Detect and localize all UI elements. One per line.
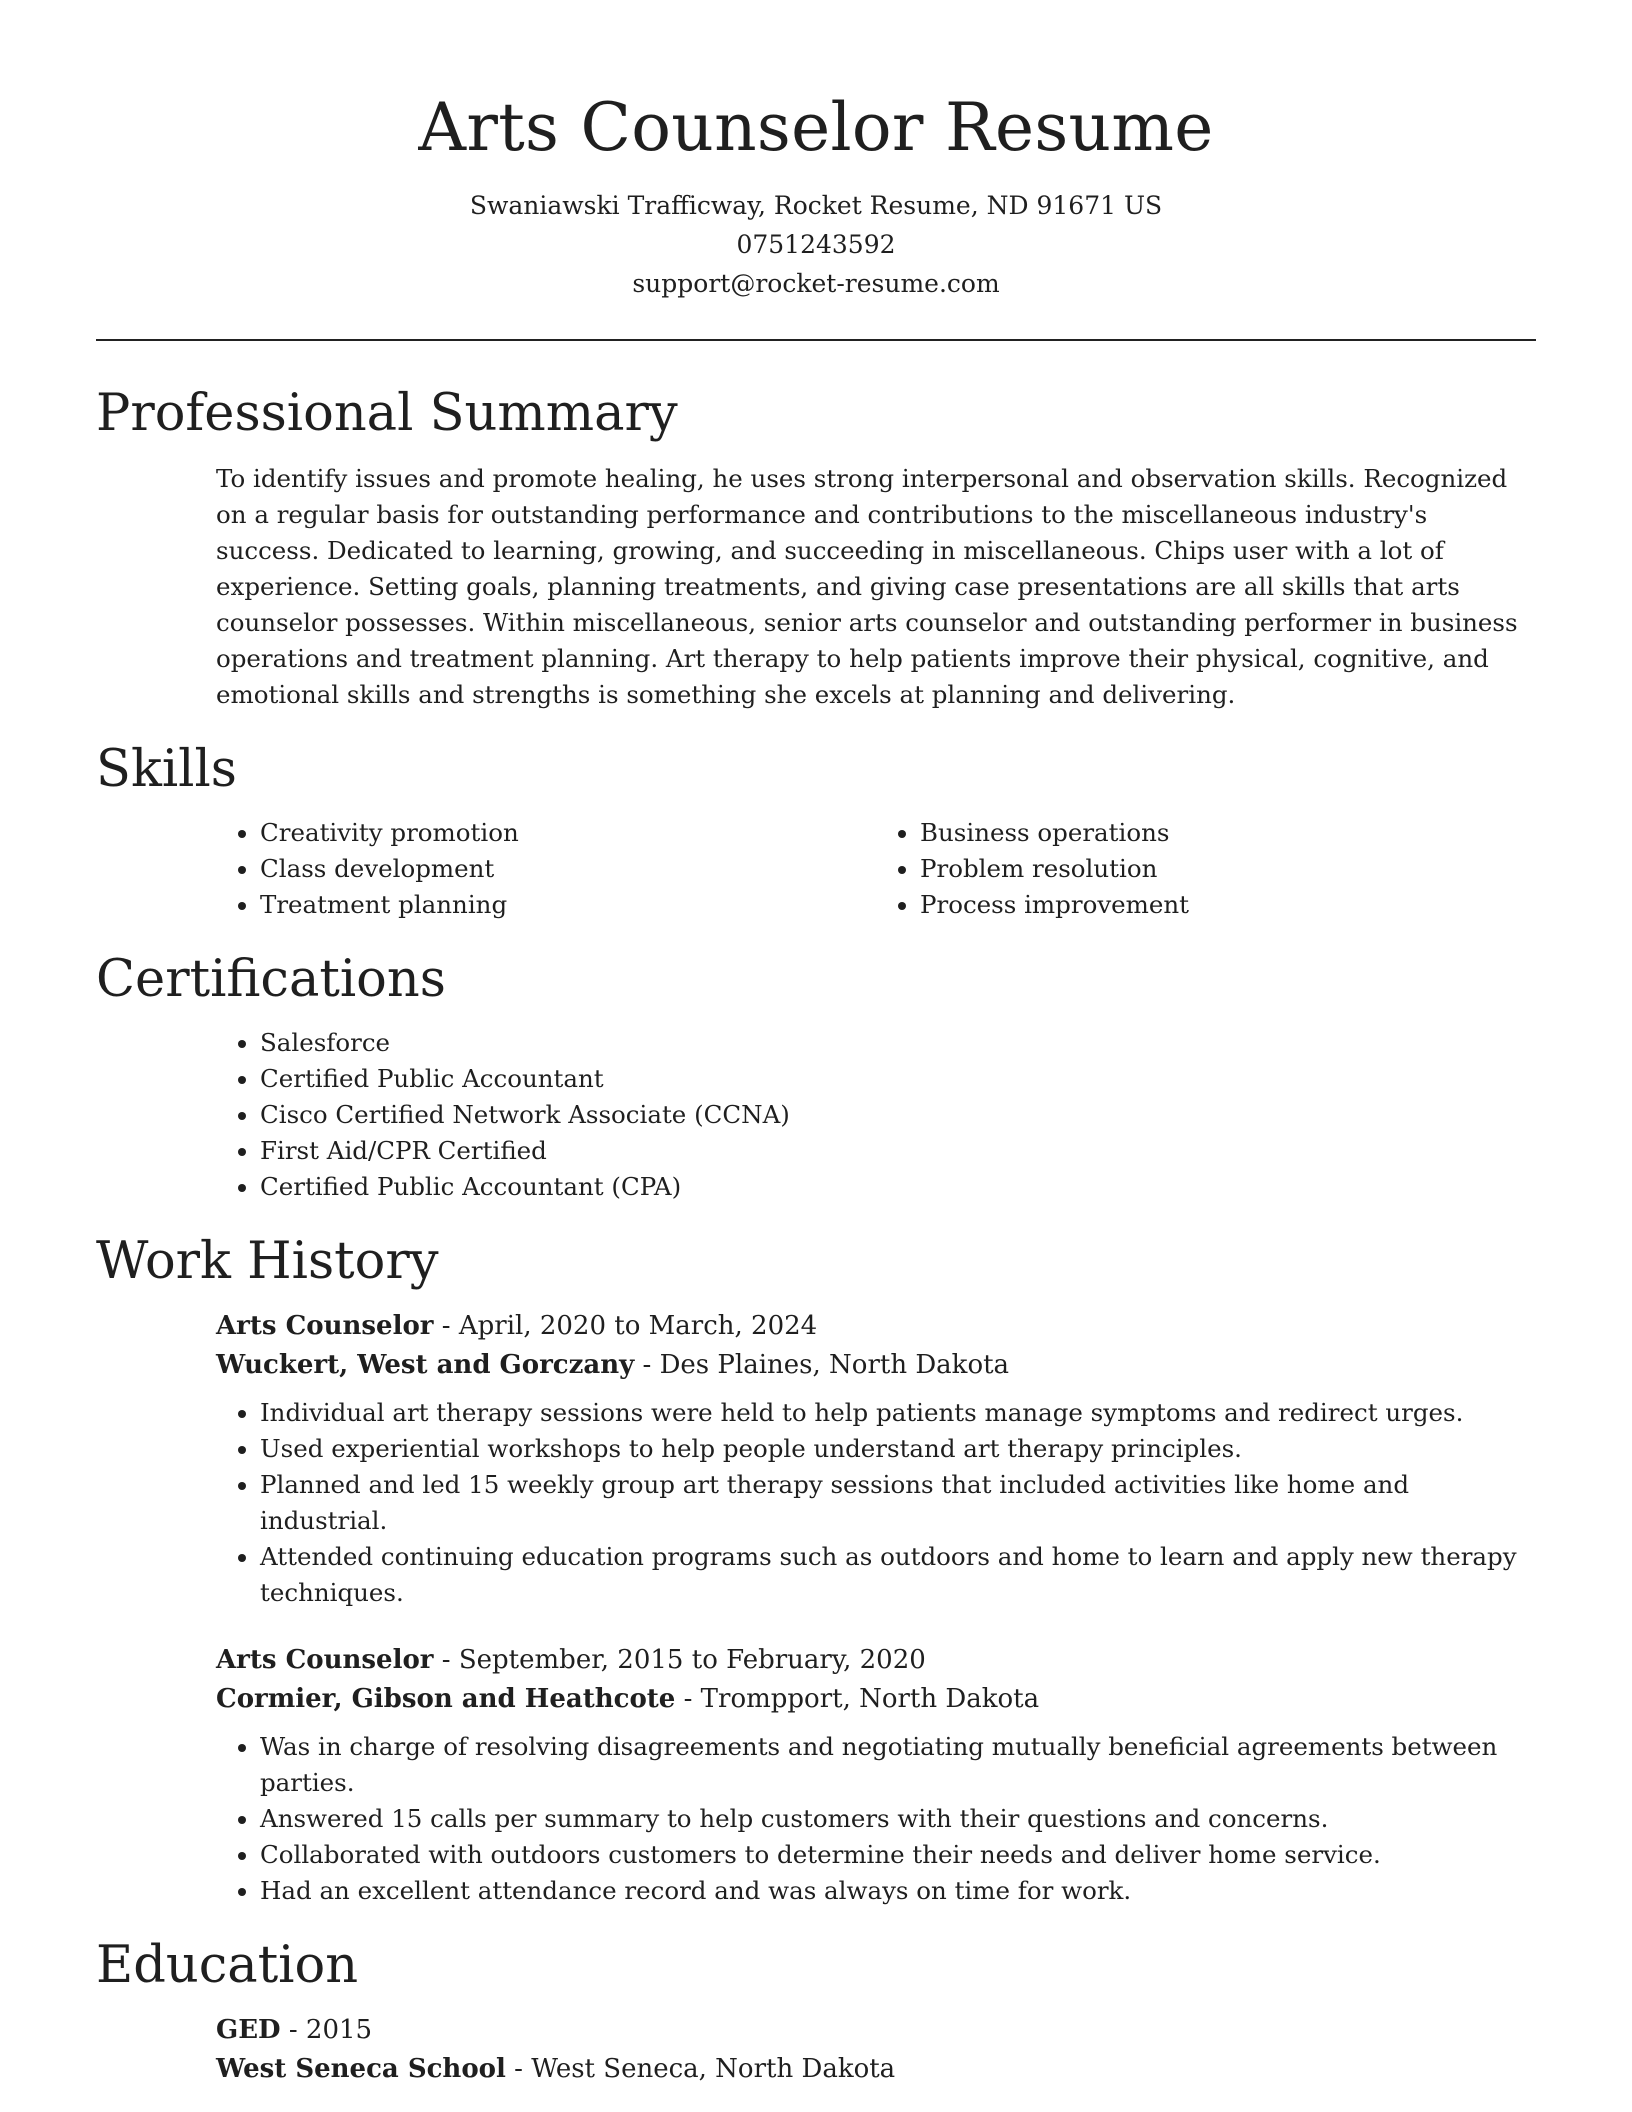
job-company-line (216, 1680, 1536, 1719)
job-entry (216, 1307, 1536, 1611)
resume-header (96, 0, 1536, 303)
skill-item: • Treatment planning (260, 887, 876, 923)
work-history-heading: Work History (96, 1232, 439, 1291)
separator: - (634, 1350, 660, 1380)
separator: - (280, 2015, 306, 2045)
job-bullets (216, 1395, 1536, 1611)
job-bullet: • Individual art therapy sessions were held to help patients manage symptoms and redirect urges. (260, 1395, 1536, 1431)
certification-item: • Salesforce (260, 1025, 1536, 1061)
job-company-line (216, 1346, 1536, 1385)
summary-text: To identify issues and promote healing, he uses strong interpersonal and observation skills. Recognized on a regular basis for outstanding performance and contributions to the miscellaneous industry's success. Dedicated to learning, growing, and succeeding in miscellaneous. Chips user with a lot of experience. Setting goals, planning treatments, and giving case presentations are all skills that arts counselor possesses. Within miscellaneous, senior arts counselor and outstanding performer in business operations and treatment planning. Art therapy to help patients improve their physical, cognitive, and emotional skills and strengths is something she excels at planning and delivering. (216, 464, 1518, 709)
job-location: Des Plaines, North Dakota (659, 1350, 1010, 1380)
job-title: Arts Counselor (216, 1645, 434, 1675)
certification-item: • First Aid/CPR Certified (260, 1133, 1536, 1169)
job-bullet: • Answered 15 calls per summary to help customers with their questions and concerns. (260, 1801, 1536, 1837)
certifications-heading: Certifications (96, 950, 446, 1009)
education-location: West Seneca, North Dakota (531, 2054, 896, 2084)
separator: - (433, 1645, 459, 1675)
certification-item: • Certified Public Accountant (CPA) (260, 1169, 1536, 1205)
education-section (96, 1935, 1536, 2089)
job-title-line (216, 1307, 1536, 1346)
resume-page (96, 0, 1536, 2089)
resume-title: Arts Counselor Resume (418, 89, 1214, 166)
job-bullet: • Collaborated with outdoors customers to determine their needs and deliver home service. (260, 1837, 1536, 1873)
job-company: Wuckert, West and Gorczany (216, 1350, 635, 1380)
skill-item: • Process improvement (920, 887, 1536, 923)
job-company: Cormier, Gibson and Heathcote (216, 1684, 676, 1714)
skills-list (216, 815, 1536, 923)
skill-item: • Business operations (920, 815, 1536, 851)
education-degree-line (216, 2011, 1536, 2050)
skill-item: • Problem resolution (920, 851, 1536, 887)
email: support@rocket-resume.com (632, 269, 1000, 298)
education-year: 2015 (305, 2015, 373, 2045)
job-title-line (216, 1641, 1536, 1680)
address: Swaniawski Trafficway, Rocket Resume, ND 91671 US (469, 191, 1163, 220)
skill-item: • Class development (260, 851, 876, 887)
summary-heading: Professional Summary (96, 384, 678, 443)
skill-item: • Creativity promotion (260, 815, 876, 851)
job-location: Trompport, North Dakota (700, 1684, 1040, 1714)
separator: - (675, 1684, 701, 1714)
job-dates: September, 2015 to February, 2020 (458, 1645, 926, 1675)
education-heading: Education (96, 1936, 359, 1995)
education-degree: GED (216, 2015, 281, 2045)
education-school: West Seneca School (216, 2054, 506, 2084)
skills-heading: Skills (96, 740, 237, 799)
certifications-list (216, 1025, 1536, 1205)
job-dates: April, 2020 to March, 2024 (458, 1311, 818, 1341)
contact-info (96, 186, 1536, 303)
job-bullet: • Was in charge of resolving disagreements and negotiating mutually beneficial agreements between parties. (260, 1729, 1536, 1801)
phone: 0751243592 (736, 230, 896, 259)
job-bullet: • Used experiential workshops to help people understand art therapy principles. (260, 1431, 1536, 1467)
skills-column-right (876, 815, 1536, 923)
job-bullet: • Attended continuing education programs such as outdoors and home to learn and apply new therapy techniques. (260, 1539, 1536, 1611)
separator: - (505, 2054, 532, 2084)
job-bullet: • Had an excellent attendance record and was always on time for work. (260, 1873, 1536, 1909)
job-bullet: • Planned and led 15 weekly group art therapy sessions that included activities like home and industrial. (260, 1467, 1536, 1539)
job-bullets (216, 1729, 1536, 1909)
certification-item: • Cisco Certified Network Associate (CCNA) (260, 1097, 1536, 1133)
education-entry (216, 2011, 1536, 2089)
job-entry (216, 1641, 1536, 1909)
education-school-line (216, 2050, 1536, 2089)
skills-section (96, 739, 1536, 923)
skills-column-left (216, 815, 876, 923)
certifications-section (96, 949, 1536, 1205)
summary-section (96, 383, 1536, 713)
job-title: Arts Counselor (216, 1311, 434, 1341)
separator: - (433, 1311, 459, 1341)
header-divider (96, 339, 1536, 341)
certification-item: • Certified Public Accountant (260, 1061, 1536, 1097)
work-history-section (96, 1231, 1536, 1909)
